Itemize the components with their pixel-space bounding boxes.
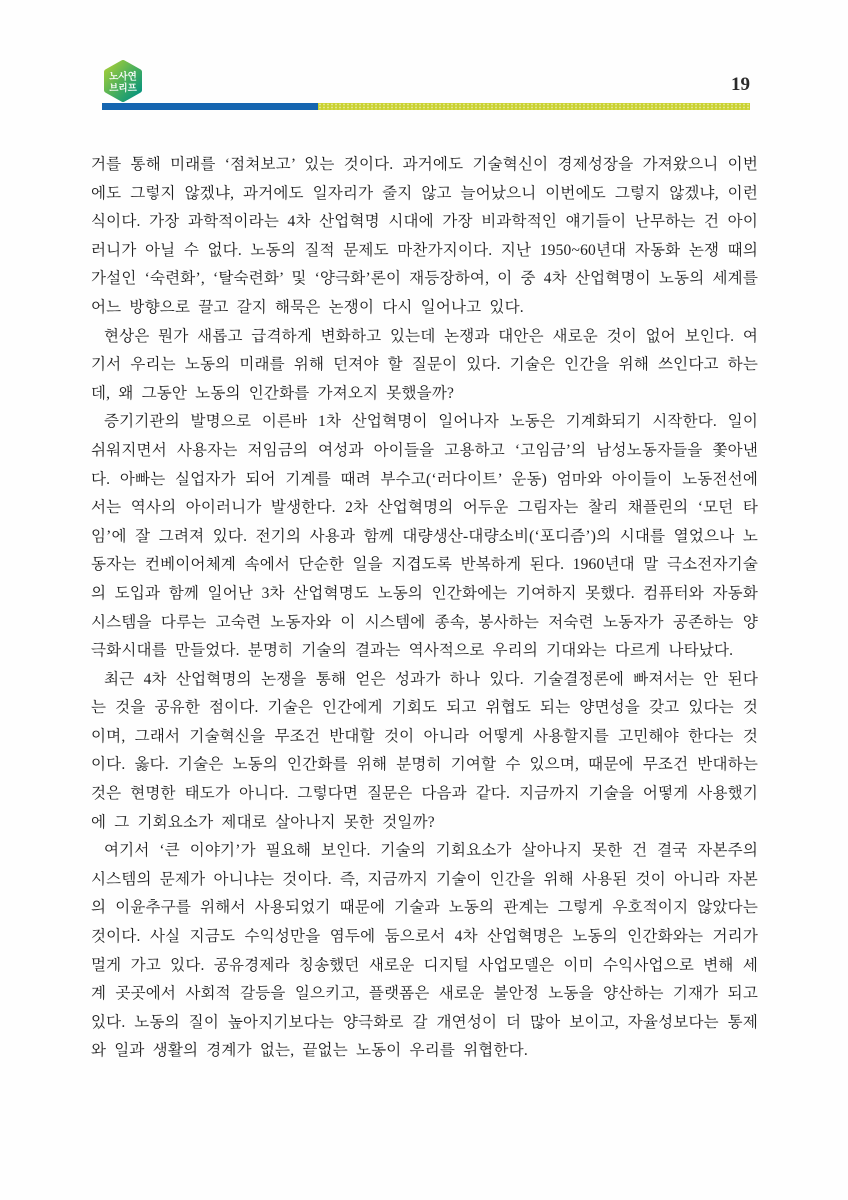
body-paragraph: 현상은 뭔가 새롭고 급격하게 변화하고 있는데 논쟁과 대안은 새로운 것이 없어 보인다. 여기서 우리는 노동의 미래를 위해 던져야 할 질문이 있다. 기술은 인간을 위해 쓰인다고 하는데, 왜 그동안 노동의 인간화를 가져오지 못했을까? xyxy=(91,327,758,402)
body-paragraph: 최근 4차 산업혁명의 논쟁을 통해 얻은 성과가 하나 있다. 기술결정론에 빠져서는 안 된다는 것을 공유한 점이다. 기술은 인간에게 기회도 되고 위협도 되는 양면성을 갖고 있다는 것이며, 그래서 기술혁신을 무조건 반대할 것이 아니라 어떻게 사용할지를 고민해야 한다는 것이다. 옳다. 기술은 노동의 인간화를 위해 분명히 기여할 수 있으며, 때문에 무조건 반대하는 것은 현명한 태도가 아니다. 그렇다면 질문은 다음과 같다. 지금까지 기술을 어떻게 사용했기에 그 기회요소가 제대로 살아나지 못한 것일까? xyxy=(91,670,758,831)
logo-text-line2: 브리프 xyxy=(109,83,137,94)
page-number: 19 xyxy=(731,74,750,95)
header-divider-rule xyxy=(102,103,750,110)
divider-yellow-segment xyxy=(318,103,750,110)
body-paragraph: 거를 통해 미래를 ‘점쳐보고’ 있는 것이다. 과거에도 기술혁신이 경제성장을 가져왔으니 이번에도 그렇지 않겠냐, 과거에도 일자리가 줄지 않고 늘어났으니 이번에도 그렇지 않겠냐, 이런 식이다. 가장 과학적이라는 4차 산업혁명 시대에 가장 비과학적인 얘기들이 난무하는 건 아이러니가 아닐 수 없다. 노동의 질적 문제도 마찬가지이다. 지난 1950~60년대 자동화 논쟁 때의 가설인 ‘숙련화’, ‘탈숙련화’ 및 ‘양극화’론이 재등장하여, 이 중 4차 산업혁명이 노동의 세계를 어느 방향으로 끌고 갈지 해묵은 논쟁이 다시 일어나고 있다. xyxy=(91,156,759,316)
body-paragraph: 여기서 ‘큰 이야기’가 필요해 보인다. 기술의 기회요소가 살아나지 못한 건 결국 자본주의 시스템의 문제가 아니냐는 것이다. 즉, 지금까지 기술이 인간을 위해 사용된 것이 아니라 자본의 이윤추구를 위해서 사용되었기 때문에 기술과 노동의 관계는 그렇게 우호적이지 않았다는 것이다. 사실 지금도 수익성만을 염두에 둠으로서 4차 산업혁명은 노동의 인간화와는 거리가 멀게 가고 있다. 공유경제라 칭송했던 새로운 디지털 사업모델은 이미 수익사업으로 변해 세계 곳곳에서 사회적 갈등을 일으키고, 플랫폼은 새로운 불안정 노동을 양산하는 기재가 되고 있다. 노동의 질이 높아지기보다는 양극화로 갈 개연성이 더 많아 보이고, 자율성보다는 통제와 일과 생활의 경계가 없는, 끝없는 노동이 우리를 위협한다. xyxy=(91,842,758,1060)
article-body xyxy=(91,151,758,1066)
body-paragraph: 증기기관의 발명으로 이른바 1차 산업혁명이 일어나자 노동은 기계화되기 시작한다. 일이 쉬워지면서 사용자는 저임금의 여성과 아이들을 고용하고 ‘고임금’의 남성노동자들을 쫓아낸다. 아빠는 실업자가 되어 기계를 때려 부수고(‘러다이트’ 운동) 엄마와 아이들이 노동전선에 서는 역사의 아이러니가 발생한다. 2차 산업혁명의 어두운 그림자는 찰리 채플린의 ‘모던 타임’에 잘 그려져 있다. 전기의 사용과 함께 대량생산-대량소비(‘포디즘’)의 시대를 열었으나 노동자는 컨베이어체계 속에서 단순한 일을 지겹도록 반복하게 된다. 1960년대 말 극소전자기술의 도입과 함께 일어난 3차 산업혁명도 노동의 인간화에는 기여하지 못했다. 컴퓨터와 자동화시스템을 다루는 고숙련 노동자와 이 시스템에 종속, 봉사하는 저숙련 노동자가 공존하는 양극화시대를 만들었다. 분명히 기술의 결과는 역사적으로 우리의 기대와는 다르게 나타났다. xyxy=(91,413,758,660)
divider-blue-segment xyxy=(102,103,318,110)
logo-text-line1: 노사연 xyxy=(109,71,137,83)
